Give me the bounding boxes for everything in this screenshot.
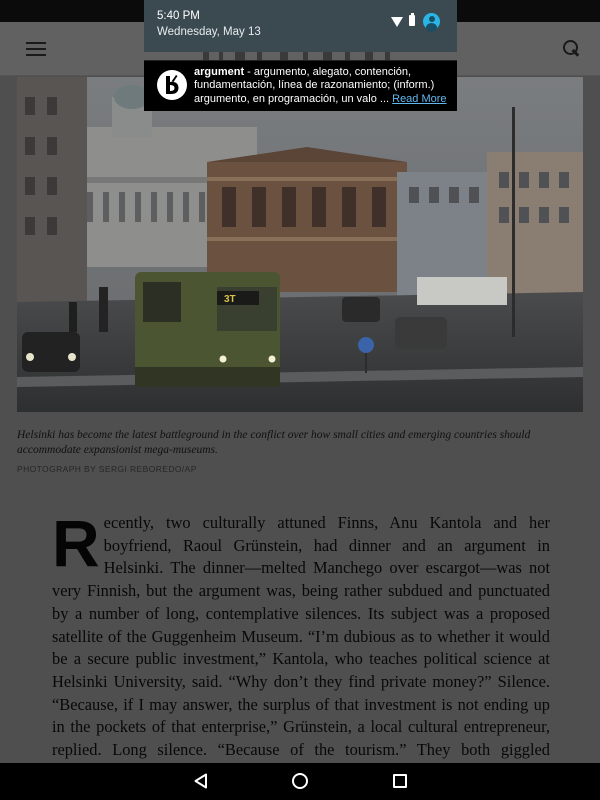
photo-caption: Helsinki has become the latest battleground in the conflict over how small cities and emerging countries should accommodate expansionist mega-museums.	[17, 429, 531, 456]
home-icon[interactable]	[292, 773, 308, 789]
wifi-icon	[391, 17, 403, 27]
tram-number-sign: 3T	[224, 294, 236, 305]
read-more-link[interactable]: Read More	[392, 92, 447, 105]
hamburger-menu-icon[interactable]	[26, 42, 46, 56]
notification-definition: - argumento, alegato, contención, fundamentación, línea de razonamiento; (inform.) argumento, en programación, un valo ...	[194, 66, 435, 105]
article-photo	[17, 77, 583, 412]
account-avatar-icon[interactable]	[423, 13, 440, 30]
notification-shade-header	[144, 0, 457, 52]
back-icon[interactable]	[194, 773, 208, 789]
photo-credit: PHOTOGRAPH BY SERGI REBOREDO/AP	[17, 464, 197, 474]
notification-term: argument	[194, 66, 245, 78]
notification-text	[194, 66, 452, 106]
search-icon[interactable]	[562, 39, 582, 59]
drop-cap: R	[52, 506, 100, 580]
recents-icon[interactable]	[393, 774, 407, 788]
helsinki-street-photo	[17, 77, 583, 412]
status-date: Wednesday, May 13	[157, 26, 261, 38]
b-logo-icon	[157, 70, 187, 100]
system-navigation-bar	[0, 763, 600, 800]
status-time: 5:40 PM	[157, 10, 200, 22]
battery-icon	[409, 15, 415, 26]
b-logo-glyph	[157, 70, 187, 100]
article-body	[52, 506, 550, 764]
dictionary-notification[interactable]	[144, 60, 457, 111]
article-paragraph: ecently, two culturally attuned Finns, Anu Kantola and her boyfriend, Raoul Grünstein, had dinner and an argument in Helsinki. The dinner—melted Manchego over escargot—was not very Finnish, but the argument was, being rather subdued and punctuated by a number of long, contemplative silences. Its subject was a proposed satellite of the Guggenheim Museum. “I’m dubious as to whether it would be a secure public investment,” Kantola, who teaches political science at Helsinki University, said. “Why don’t they find private money?” Silence. “Because, if I may answer, the surplus of that investment is not ending up in the pockets of that enterprise,” Grünstein, a local cultural entrepreneur, replied. Long silence. “Because of the tourism.” They both giggled	[52, 513, 550, 760]
